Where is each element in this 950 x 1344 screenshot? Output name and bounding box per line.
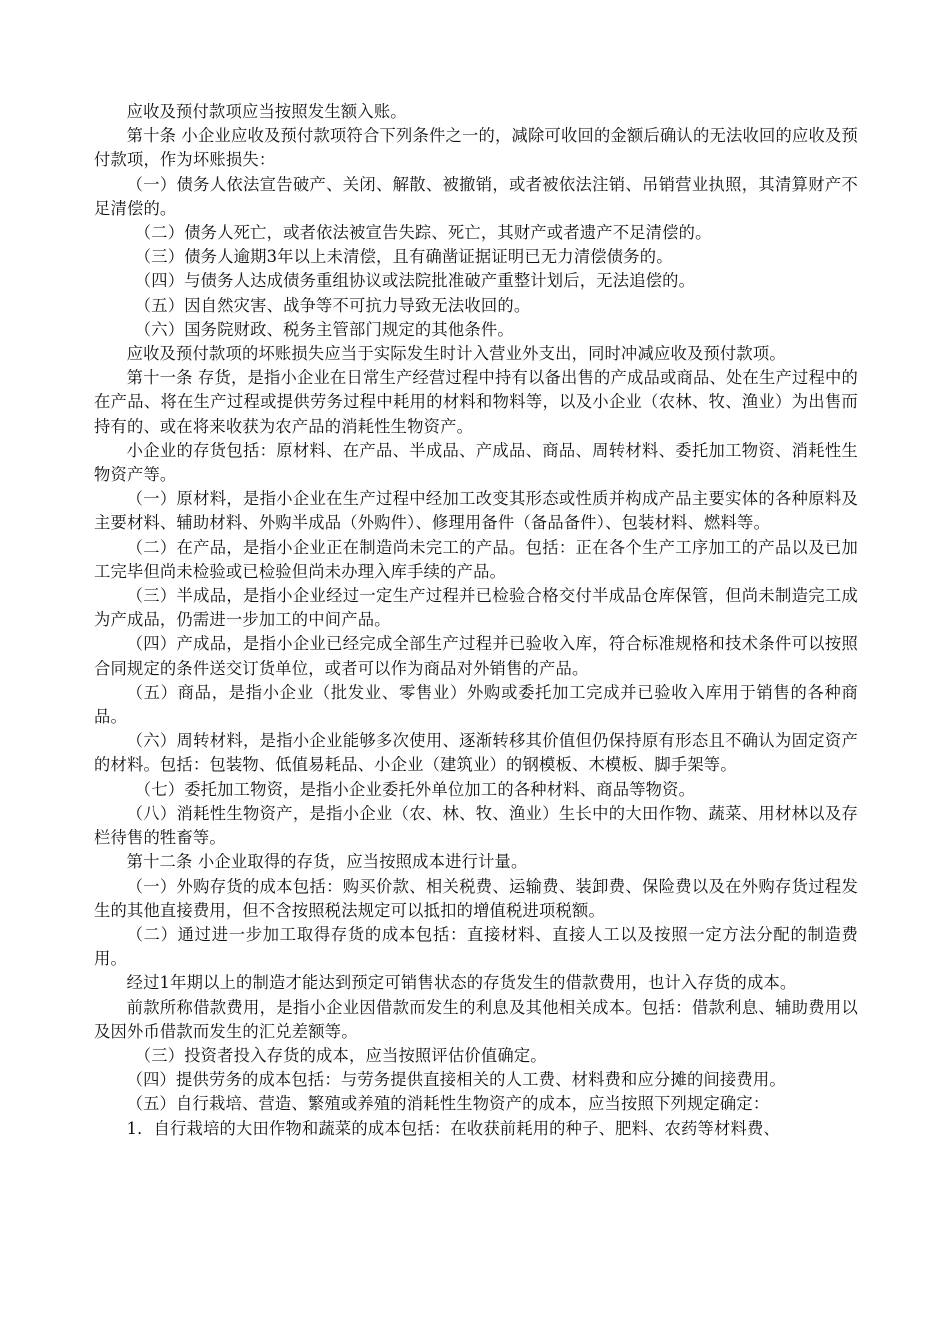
list-item: （一）原材料，是指小企业在生产过程中经加工改变其形态或性质并构成产品主要实体的各种原料及主要材料、辅助材料、外购半成品（外购件）、修理用备件（备品备件）、包装材料、燃料等。	[94, 489, 858, 533]
list-item: （二）在产品，是指小企业正在制造尚未完工的产品。包括：正在各个生产工序加工的产品以及已加工完毕但尚未检验或已检验但尚未办理入库手续的产品。	[94, 537, 858, 581]
list-item: （二）债务人死亡，或者依法被宣告失踪、死亡，其财产或者遗产不足清偿的。	[134, 223, 712, 243]
list-item: （一）外购存货的成本包括：购买价款、相关税费、运输费、装卸费、保险费以及在外购存货过程发生的其他直接费用，但不含按照税法规定可以抵扣的增值税进项税额。	[94, 876, 858, 920]
article-10-paragraph: 第十条 小企业应收及预付款项符合下列条件之一的，减除可收回的金额后确认的无法收回的应收及预付款项，作为坏账损失：	[94, 126, 858, 170]
paragraph: 应收及预付款项的坏账损失应当于实际发生时计入营业外支出，同时冲减应收及预付款项。	[126, 344, 786, 364]
list-item: （六）周转材料，是指小企业能够多次使用、逐渐转移其价值但仍保持原有形态且不确认为固定资产的材料。包括：包装物、低值易耗品、小企业（建筑业）的钢模板、木模板、脚手架等。	[94, 731, 858, 775]
list-item: （三）投资者投入存货的成本，应当按照评估价值确定。	[134, 1045, 547, 1065]
list-item: （五）商品，是指小企业（批发业、零售业）外购或委托加工完成并已验收入库用于销售的各种商品。	[94, 682, 858, 727]
paragraph: 应收及预付款项应当按照发生额入账。	[126, 102, 407, 121]
list-item: （四）产成品，是指小企业已经完成全部生产过程并已验收入库，符合标准规格和技术条件可以按照合同规定的条件送交订货单位，或者可以作为商品对外销售的产品。	[94, 634, 858, 678]
list-item: （二）通过进一步加工取得存货的成本包括：直接材料、直接人工以及按照一定方法分配的制造费用。	[94, 924, 858, 969]
list-item: （一）债务人依法宣告破产、关闭、解散、被撤销，或者被依法注销、吊销营业执照，其清算财产不足清偿的。	[94, 174, 858, 218]
paragraph: 前款所称借款费用，是指小企业因借款而发生的利息及其他相关成本。包括：借款利息、辅助费用以及因外币借款而发生的汇兑差额等。	[94, 997, 858, 1041]
list-item: （五）因自然灾害、战争等不可抗力导致无法收回的。	[134, 295, 531, 315]
list-item: （三）债务人逾期3年以上未清偿，且有确凿证据证明已无力清偿债务的。	[134, 247, 673, 267]
list-item: （四）提供劳务的成本包括：与劳务提供直接相关的人工费、材料费和应分摊的间接费用。	[126, 1070, 786, 1090]
list-item: 1．自行栽培的大田作物和蔬菜的成本包括：在收获前耗用的种子、肥料、农药等材料费、	[126, 1118, 780, 1138]
list-item: （三）半成品，是指小企业经过一定生产过程并已检验合格交付半成品仓库保管，但尚未制造完工成为产成品，仍需进一步加工的中间产品。	[94, 586, 858, 630]
list-item: （八）消耗性生物资产，是指小企业（农、林、牧、渔业）生长中的大田作物、蔬菜、用材林以及存栏待售的牲畜等。	[94, 803, 858, 848]
list-item: （七）委托加工物资，是指小企业委托外单位加工的各种材料、商品等物资。	[134, 779, 696, 799]
article-12-paragraph: 第十二条 小企业取得的存货，应当按照成本进行计量。	[126, 852, 528, 872]
list-item: （四）与债务人达成债务重组协议或法院批准破产重整计划后，无法追偿的。	[134, 271, 696, 291]
paragraph: 小企业的存货包括：原材料、在产品、半成品、产成品、商品、周转材料、委托加工物资、消耗性生物资产等。	[94, 440, 858, 485]
paragraph: 经过1年期以上的制造才能达到预定可销售状态的存货发生的借款费用，也计入存货的成本。	[126, 973, 797, 993]
list-item: （五）自行栽培、营造、繁殖或养殖的消耗性生物资产的成本，应当按照下列规定确定：	[126, 1094, 770, 1114]
list-item: （六）国务院财政、税务主管部门规定的其他条件。	[134, 319, 514, 339]
article-11-paragraph: 第十一条 存货，是指小企业在日常生产经营过程中持有以备出售的产成品或商品、处在生产过程中的在产品、将在生产过程或提供劳务过程中耗用的材料和物料等，以及小企业（农林、牧、渔业）为出售而持有的、或在将来收获为农产品的消耗性生物资产。	[94, 368, 858, 436]
